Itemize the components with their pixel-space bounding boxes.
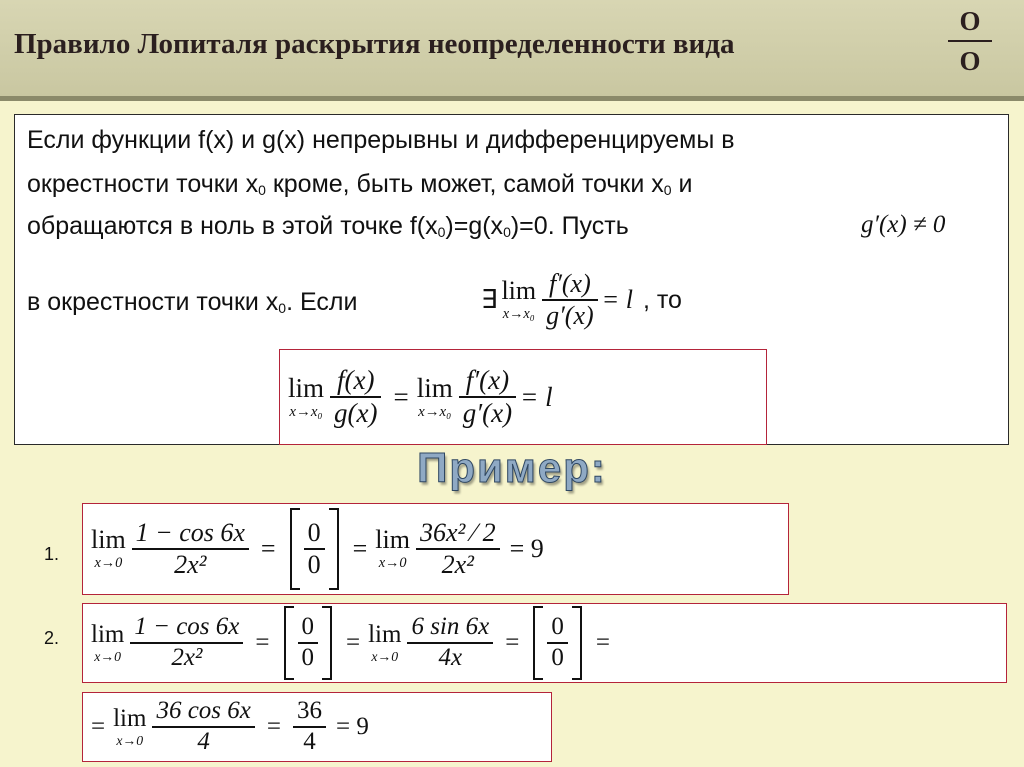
example-2-formula: lim x→0 $\frac{1 - \cos 6x}{\text{2x²}}$ = $\frac{0}{0}$ = lim x→0 $\frac{6 \sin 6x}{4x}$ = $\frac{0}{0}$ = [82, 603, 1007, 683]
fraction-denominator: О [959, 46, 981, 76]
theorem-line-2: окрестности точки $х_0$ кроме, быть может, самой точки $х_0$ и [27, 170, 693, 198]
limit-condition-formula [481, 255, 682, 345]
leading-equals: = [91, 713, 106, 740]
lhopital-rule-formula: lim x→x₀ $\frac{f(x)}{g(x)}$ = lim x→x₀ $\frac{f'(x)}{g'(x)}$ = l [279, 349, 767, 445]
indeterminate-form-bracket: $\frac{0}{0}$ [290, 508, 339, 590]
result: = 9 [509, 534, 544, 563]
example-heading: Пример: [417, 444, 607, 491]
slide-title: Правило Лопиталя раскрытия неопределенности вида [14, 28, 735, 60]
fraction: $\frac{6 \sin 6x}{4x}$ [407, 613, 493, 673]
fraction-bar [948, 40, 992, 42]
fraction: $\frac{1 - \cos 6x}{\text{2x²}}$ [130, 613, 243, 673]
limit-operator: lim x→0 [113, 705, 147, 749]
limit-operator: lim x→x₀ [501, 276, 537, 323]
indeterminate-form-bracket: $\frac{0}{0}$ [533, 606, 582, 680]
limit-operator: lim x→x₀ [416, 372, 453, 420]
fraction: $\frac{36 \cos 6x}{4}$ [152, 697, 254, 757]
derivative-nonzero-condition: g′(x) ≠ 0 [861, 211, 946, 238]
example-number-2: 2. [44, 628, 60, 648]
derivative-ratio: $\frac{f'(x)}{g'(x)}$ [542, 269, 598, 331]
theorem-box [14, 114, 1009, 445]
exists-symbol: ∃ [481, 285, 498, 314]
limit-operator: lim x→0 [91, 621, 125, 665]
theorem-line-1: Если функции f(x) и g(x) непрерывны и дифференцируемы в [27, 126, 735, 154]
theorem-line-4: в окрестности точки $х_0$. Если [27, 288, 358, 316]
then-text: , то [642, 285, 682, 314]
derivative-ratio: $\frac{f'(x)}{g'(x)}$ [459, 365, 516, 429]
function-ratio: $\frac{f(x)}{g(x)}$ [330, 365, 381, 429]
slide-header [0, 0, 1024, 101]
limit-operator: lim x→0 [91, 525, 126, 572]
example-1-formula: lim x→0 $\frac{1 - \cos 6x}{\text{2x²}}$ = $\frac{0}{0}$ = lim x→0 $\frac{\text{36x² ⁄ 2}}{\text{2x²}}$ = 9 [82, 503, 789, 595]
fraction: $\frac{\text{36x² ⁄ 2}}{\text{2x²}}$ [416, 518, 500, 580]
equals-l: = l [601, 285, 633, 314]
trailing-equals: = [595, 629, 610, 656]
limit-operator: lim x→x₀ [288, 372, 325, 420]
example-number-1: 1. [44, 544, 60, 564]
result: = 9 [335, 713, 369, 740]
limit-operator: lim x→0 [368, 621, 402, 665]
example-2-continuation: = lim x→0 $\frac{36 \cos 6x}{4}$ = $\frac{36}{4}$ = 9 [82, 692, 552, 762]
theorem-line-3: обращаются в ноль в этой точке $f(x_0)=g(x_0)=0$. Пусть [27, 212, 629, 240]
fraction: $\frac{1 - \cos 6x}{\text{2x²}}$ [132, 518, 249, 580]
zero-over-zero-fraction [948, 4, 992, 78]
indeterminate-form-bracket: $\frac{0}{0}$ [284, 606, 333, 680]
limit-operator: lim x→0 [375, 525, 410, 572]
equals-l: = l [520, 381, 553, 412]
fraction-numerator: О [959, 6, 981, 36]
fraction: $\frac{36}{4}$ [293, 697, 326, 757]
